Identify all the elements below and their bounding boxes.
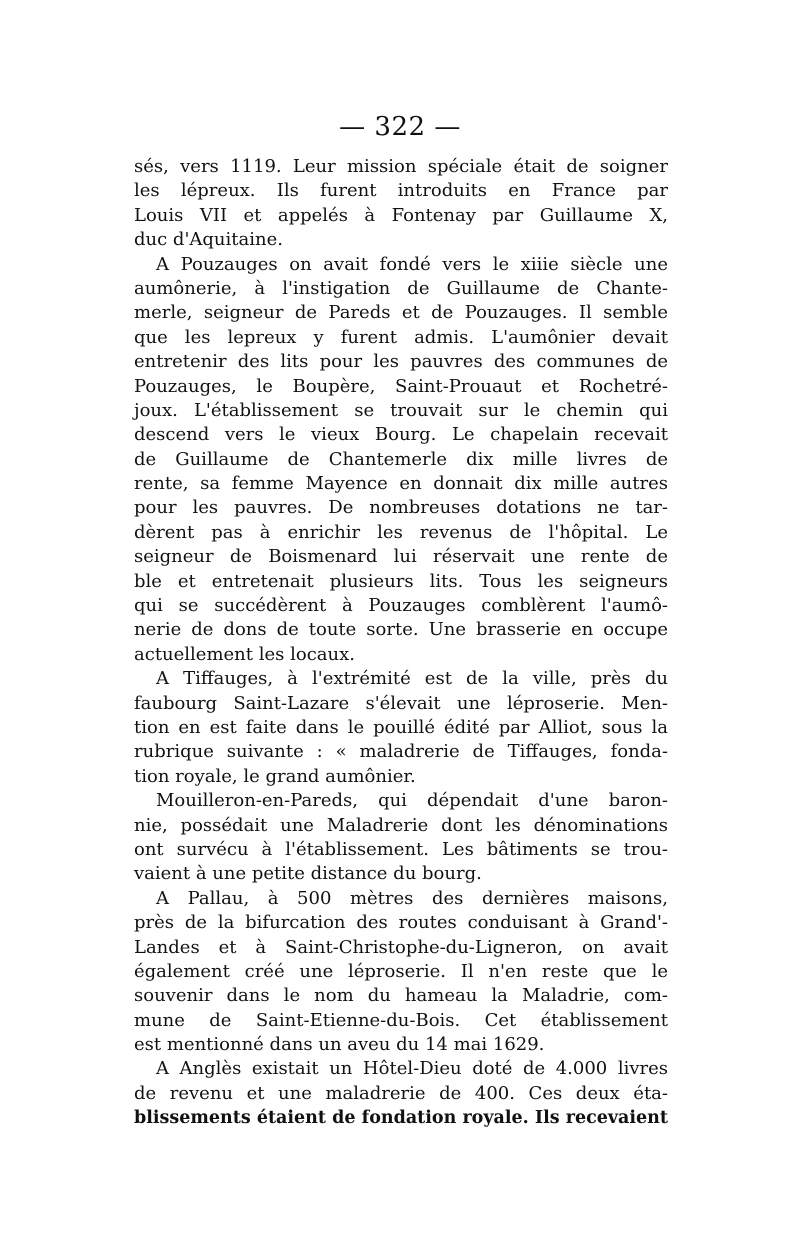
text-line: entretenir des lits pour les pauvres des communes de (134, 351, 668, 373)
text-line: blissements étaient de fondation royale. Ils recevaient (134, 1108, 668, 1129)
text-line: A Pallau, à 500 mètres des dernières maisons, (156, 887, 668, 909)
text-line: près de la bifurcation des routes conduisant à Grand'- (134, 912, 668, 934)
text-line: duc d'Aquitaine. (134, 229, 283, 251)
text-line: seigneur de Boismenard lui réservait une rente de (134, 546, 668, 568)
text-line: Mouilleron-en-Pareds, qui dépendait d'une baron- (156, 790, 668, 812)
text-line: que les lepreux y furent admis. L'aumônier devait (134, 326, 668, 348)
text-line: les lépreux. Ils furent introduits en France par (134, 180, 668, 202)
text-line: A Pouzauges on avait fondé vers le xiiie siècle une (156, 253, 668, 275)
text-line: actuellement les locaux. (134, 643, 355, 665)
body-text (134, 155, 668, 1131)
text-line: nerie de dons de toute sorte. Une brasserie en occupe (134, 619, 668, 641)
text-line: vaient à une petite distance du bourg. (134, 863, 482, 885)
text-line: merle, seigneur de Pareds et de Pouzauges. Il semble (134, 302, 668, 324)
text-line: tion en est faite dans le pouillé édité par Alliot, sous la (134, 716, 668, 738)
text-line: Landes et à Saint-Christophe-du-Ligneron, on avait (134, 936, 668, 958)
text-line: est mentionné dans un aveu du 14 mai 1629. (134, 1034, 545, 1056)
text-line: dèrent pas à enrichir les revenus de l'hôpital. Le (134, 521, 668, 543)
text-line: sés, vers 1119. Leur mission spéciale était de soigner (134, 156, 668, 177)
text-line: également créé une léproserie. Il n'en reste que le (134, 960, 668, 982)
text-line: nie, possédait une Maladrerie dont les dénominations (134, 814, 668, 836)
text-line: ble et entretenait plusieurs lits. Tous les seigneurs (134, 570, 668, 592)
text-line: tion royale, le grand aumônier. (134, 765, 416, 787)
text-line: souvenir dans le nom du hameau la Maladrie, com- (134, 985, 668, 1007)
text-line: ont survécu à l'établissement. Les bâtiments se trou- (134, 838, 668, 860)
text-line: pour les pauvres. De nombreuses dotations ne tar- (134, 497, 668, 519)
text-line: A Tiffauges, à l'extrémité est de la ville, près du (156, 668, 668, 690)
text-line: A Anglès existait un Hôtel-Dieu doté de 4.000 livres (156, 1058, 668, 1080)
text-line: de revenu et une maladrerie de 400. Ces deux éta- (134, 1082, 668, 1104)
text-line: faubourg Saint-Lazare s'élevait une léproserie. Men- (134, 692, 668, 714)
text-line: qui se succédèrent à Pouzauges comblèrent l'aumô- (134, 595, 668, 617)
text-line: mune de Saint-Etienne-du-Bois. Cet établissement (134, 1009, 668, 1031)
text-line: rubrique suivante : « maladrerie de Tiffauges, fonda- (134, 741, 668, 763)
text-line: rente, sa femme Mayence en donnait dix mille autres (134, 473, 668, 495)
text-line: descend vers le vieux Bourg. Le chapelain recevait (134, 424, 668, 446)
text-line: Pouzauges, le Boupère, Saint-Prouaut et Rochetré- (134, 375, 668, 397)
text-line: Louis VII et appelés à Fontenay par Guillaume X, (134, 204, 668, 226)
page-number: — 322 — (339, 112, 461, 142)
text-line: aumônerie, à l'instigation de Guillaume de Chante- (134, 277, 668, 299)
text-line: de Guillaume de Chantemerle dix mille livres de (134, 448, 668, 470)
text-line: joux. L'établissement se trouvait sur le chemin qui (134, 399, 668, 421)
